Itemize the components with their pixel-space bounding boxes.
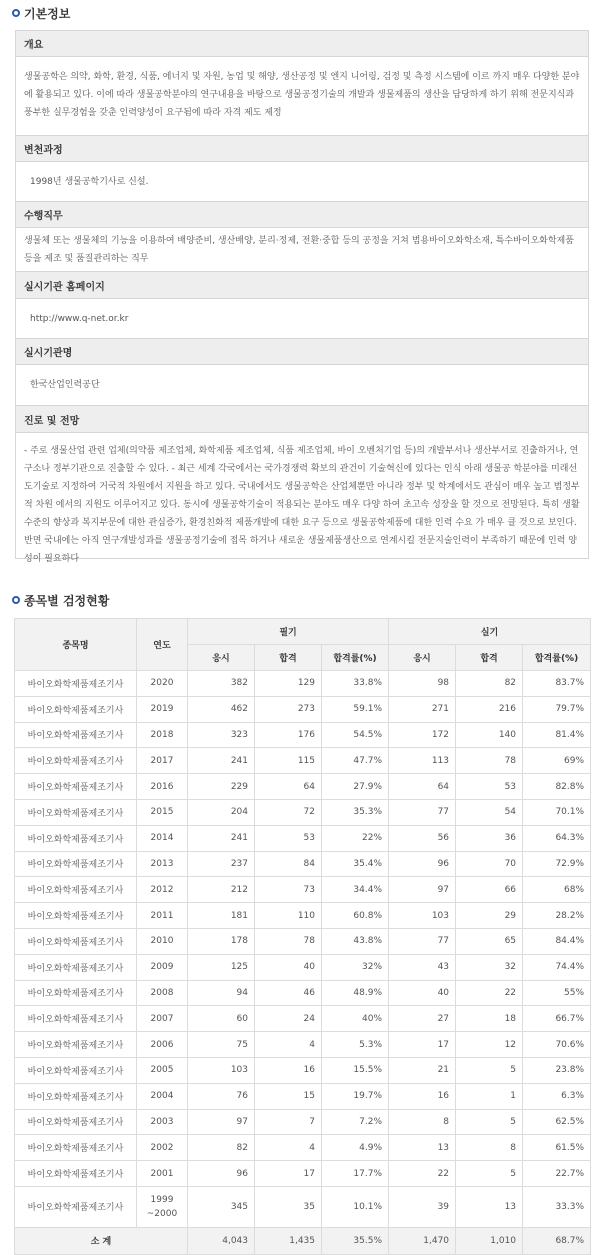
cell-year: 2019 <box>137 696 188 722</box>
cell-written-rate: 40% <box>322 1006 389 1032</box>
info-body-overview <box>15 57 589 136</box>
info-head-career <box>15 406 589 433</box>
cell-written-rate: 35.4% <box>322 851 389 877</box>
cell-written-rate: 27.9% <box>322 774 389 800</box>
cell-practical-passed: 5 <box>456 1057 523 1083</box>
cell-practical-applicants: 77 <box>389 799 456 825</box>
table-row <box>15 1083 591 1109</box>
cell-year: 2013 <box>137 851 188 877</box>
cell-written-applicants: 241 <box>188 825 255 851</box>
cell-practical-rate: 70.6% <box>523 1032 591 1058</box>
info-body-agency <box>15 365 589 406</box>
cell-practical-passed: 36 <box>456 825 523 851</box>
cell-written-rate: 15.5% <box>322 1057 389 1083</box>
group-header-practical: 실기 <box>389 619 591 645</box>
cell-year: 2004 <box>137 1083 188 1109</box>
bullet-icon <box>12 596 20 604</box>
cell-written-rate: 60.8% <box>322 903 389 929</box>
table-row <box>15 877 591 903</box>
cell-practical-rate: 62.5% <box>523 1109 591 1135</box>
cell-practical-passed: 29 <box>456 903 523 929</box>
cell-practical-passed: 216 <box>456 696 523 722</box>
cell-written-passed: 84 <box>255 851 322 877</box>
total-label: 소 계 <box>15 1227 188 1254</box>
cell-written-applicants: 323 <box>188 722 255 748</box>
cell-written-rate: 33.8% <box>322 671 389 697</box>
cell-practical-passed: 70 <box>456 851 523 877</box>
cell-name: 바이오화학제품제조기사 <box>15 1032 137 1058</box>
cell-practical-rate: 83.7% <box>523 671 591 697</box>
cell-practical-passed: 12 <box>456 1032 523 1058</box>
table-row <box>15 980 591 1006</box>
cell-written-passed: 64 <box>255 774 322 800</box>
table-row <box>15 1135 591 1161</box>
cell-written-applicants: 462 <box>188 696 255 722</box>
cell-practical-applicants: 56 <box>389 825 456 851</box>
cell-practical-applicants: 21 <box>389 1057 456 1083</box>
cell-name: 바이오화학제품제조기사 <box>15 954 137 980</box>
cell-name: 바이오화학제품제조기사 <box>15 825 137 851</box>
cell-practical-applicants: 27 <box>389 1006 456 1032</box>
cell-written-passed: 110 <box>255 903 322 929</box>
cell-written-passed: 46 <box>255 980 322 1006</box>
cell-practical-applicants: 16 <box>389 1083 456 1109</box>
cell-practical-applicants: 172 <box>389 722 456 748</box>
cell-practical-rate: 66.7% <box>523 1006 591 1032</box>
cell-written-rate: 32% <box>322 954 389 980</box>
cell-practical-passed: 78 <box>456 748 523 774</box>
cell-practical-rate: 79.7% <box>523 696 591 722</box>
table-row <box>15 1161 591 1187</box>
cell-practical-applicants: 17 <box>389 1032 456 1058</box>
cell-written-passed: 7 <box>255 1109 322 1135</box>
cell-practical-rate: 64.3% <box>523 825 591 851</box>
basic-info-panel <box>15 30 589 564</box>
cell-year: 2012 <box>137 877 188 903</box>
cell-practical-rate: 61.5% <box>523 1135 591 1161</box>
stats-body <box>15 671 591 1255</box>
cell-year: 1999 ~2000 <box>137 1186 188 1227</box>
col-header-name: 종목명 <box>15 619 137 671</box>
table-row <box>15 1109 591 1135</box>
cell-name: 바이오화학제품제조기사 <box>15 722 137 748</box>
cell-written-passed: 129 <box>255 671 322 697</box>
cell-written-rate: 17.7% <box>322 1161 389 1187</box>
cell-practical-rate: 72.9% <box>523 851 591 877</box>
col-header-written-passed: 합격 <box>255 645 322 671</box>
cell-written-applicants: 241 <box>188 748 255 774</box>
cell-year: 2020 <box>137 671 188 697</box>
cell-practical-rate: 55% <box>523 980 591 1006</box>
cell-practical-applicants: 13 <box>389 1135 456 1161</box>
cell-written-applicants: 178 <box>188 928 255 954</box>
cell-practical-passed: 66 <box>456 877 523 903</box>
cell-written-rate: 4.9% <box>322 1135 389 1161</box>
info-text: 한국산업인력공단 <box>30 380 100 390</box>
cell-name: 바이오화학제품제조기사 <box>15 696 137 722</box>
cell-written-applicants: 96 <box>188 1161 255 1187</box>
cell-practical-rate: 22.7% <box>523 1161 591 1187</box>
cell-practical-rate: 33.3% <box>523 1186 591 1227</box>
cell-written-rate: 43.8% <box>322 928 389 954</box>
cell-written-passed: 78 <box>255 928 322 954</box>
cell-year: 2002 <box>137 1135 188 1161</box>
table-row <box>15 1186 591 1227</box>
cell-written-applicants: 181 <box>188 903 255 929</box>
cell-practical-applicants: 39 <box>389 1186 456 1227</box>
cell-written-passed: 15 <box>255 1083 322 1109</box>
table-row <box>15 722 591 748</box>
info-body-history <box>15 162 589 202</box>
table-row <box>15 1006 591 1032</box>
cell-year: 2017 <box>137 748 188 774</box>
cell-practical-applicants: 40 <box>389 980 456 1006</box>
bullet-icon <box>12 9 20 17</box>
info-head-overview <box>15 31 589 57</box>
cell-practical-rate: 81.4% <box>523 722 591 748</box>
cell-practical-passed: 82 <box>456 671 523 697</box>
table-row <box>15 671 591 697</box>
basic-info-heading <box>12 4 70 22</box>
cell-practical-passed: 1 <box>456 1083 523 1109</box>
table-row <box>15 696 591 722</box>
cell-written-rate: 7.2% <box>322 1109 389 1135</box>
info-text: 생물공학은 의약, 화학, 환경, 식품, 에너지 및 자원, 농업 및 해양, 생산공정 및 엔지 니어링, 검정 및 측정 시스템에 이르 까지 매우 다양한 분야에 활용되고 있다. 이에 따라 생물공학분야의 연구내용을 바탕으로 생물공정기술의 개발과 생물제품의 생산을 담당하게 하기 위해 전문지식과 풍부한 실무경험을 갖춘 인력양성이 요구됨에 따라 자격 제도 제정 <box>24 72 580 118</box>
cell-written-rate: 10.1% <box>322 1186 389 1227</box>
col-header-practical-applicants: 응시 <box>389 645 456 671</box>
cell-name: 바이오화학제품제조기사 <box>15 851 137 877</box>
info-text: 생물체 또는 생물체의 기능을 이용하여 배양준비, 생산배양, 분리·정제, 전환·중합 등의 공정을 거쳐 범용바이오화학소재, 특수바이오화학제품 등을 제조 및 품질관리하는 직무 <box>24 235 574 264</box>
cell-written-rate: 48.9% <box>322 980 389 1006</box>
cell-name: 바이오화학제품제조기사 <box>15 1186 137 1227</box>
cell-written-applicants: 82 <box>188 1135 255 1161</box>
cell-year: 2003 <box>137 1109 188 1135</box>
cell-written-passed: 4 <box>255 1032 322 1058</box>
cell-name: 바이오화학제품제조기사 <box>15 903 137 929</box>
table-row <box>15 851 591 877</box>
group-header-written: 필기 <box>188 619 389 645</box>
cell-written-rate: 47.7% <box>322 748 389 774</box>
table-row <box>15 774 591 800</box>
info-title: 진로 및 전망 <box>24 415 80 427</box>
cell-practical-rate: 70.1% <box>523 799 591 825</box>
cell-written-passed: 176 <box>255 722 322 748</box>
cell-practical-rate: 82.8% <box>523 774 591 800</box>
cell-written-rate: 22% <box>322 825 389 851</box>
cell-practical-rate: 23.8% <box>523 1057 591 1083</box>
cell-practical-applicants: 96 <box>389 851 456 877</box>
cell-name: 바이오화학제품제조기사 <box>15 1109 137 1135</box>
cell-practical-passed: 5 <box>456 1109 523 1135</box>
cell-year: 2006 <box>137 1032 188 1058</box>
info-head-duties <box>15 202 589 228</box>
cell-year: 2008 <box>137 980 188 1006</box>
info-text: 1998년 생물공학기사로 신설. <box>30 176 149 187</box>
cell-year: 2018 <box>137 722 188 748</box>
cell-name: 바이오화학제품제조기사 <box>15 980 137 1006</box>
col-header-practical-rate: 합격률(%) <box>523 645 591 671</box>
cell-written-applicants: 60 <box>188 1006 255 1032</box>
cell-practical-rate: 69% <box>523 748 591 774</box>
cell-name: 바이오화학제품제조기사 <box>15 928 137 954</box>
cell-practical-applicants: 271 <box>389 696 456 722</box>
cell-practical-applicants: 97 <box>389 877 456 903</box>
cell-year: 2016 <box>137 774 188 800</box>
cell-written-applicants: 204 <box>188 799 255 825</box>
table-row <box>15 928 591 954</box>
cell-written-passed: 72 <box>255 799 322 825</box>
info-head-homepage <box>15 272 589 299</box>
cell-practical-applicants: 8 <box>389 1109 456 1135</box>
col-header-year: 연도 <box>137 619 188 671</box>
cell-practical-passed: 5 <box>456 1161 523 1187</box>
cell-practical-rate: 74.4% <box>523 954 591 980</box>
cell-name: 바이오화학제품제조기사 <box>15 1083 137 1109</box>
cell-written-rate: 35.3% <box>322 799 389 825</box>
cell-practical-passed: 32 <box>456 954 523 980</box>
table-row <box>15 903 591 929</box>
cell-name: 바이오화학제품제조기사 <box>15 748 137 774</box>
cell-written-applicants: 212 <box>188 877 255 903</box>
cell-practical-applicants: 64 <box>389 774 456 800</box>
cell-written-rate: 54.5% <box>322 722 389 748</box>
cell-written-applicants: 345 <box>188 1186 255 1227</box>
cell-written-applicants: 76 <box>188 1083 255 1109</box>
col-header-practical-passed: 합격 <box>456 645 523 671</box>
cell-written-passed: 40 <box>255 954 322 980</box>
table-row <box>15 1032 591 1058</box>
table-row <box>15 1057 591 1083</box>
cell-year: 2007 <box>137 1006 188 1032</box>
cell-year: 2011 <box>137 903 188 929</box>
cell-name: 바이오화학제품제조기사 <box>15 1161 137 1187</box>
cell-practical-passed: 65 <box>456 928 523 954</box>
cell-practical-passed: 53 <box>456 774 523 800</box>
cell-year: 2009 <box>137 954 188 980</box>
info-title: 개요 <box>24 40 44 51</box>
cell-written-rate: 59.1% <box>322 696 389 722</box>
cell-written-passed: 24 <box>255 1006 322 1032</box>
cell-written-applicants: 382 <box>188 671 255 697</box>
cell-written-passed: 16 <box>255 1057 322 1083</box>
cell-practical-applicants: 98 <box>389 671 456 697</box>
cell-practical-passed: 54 <box>456 799 523 825</box>
cell-written-applicants: 94 <box>188 980 255 1006</box>
total-p-rate: 68.7% <box>523 1227 591 1254</box>
cell-practical-passed: 18 <box>456 1006 523 1032</box>
cell-year: 2010 <box>137 928 188 954</box>
col-header-written-applicants: 응시 <box>188 645 255 671</box>
cell-name: 바이오화학제품제조기사 <box>15 799 137 825</box>
cell-name: 바이오화학제품제조기사 <box>15 1006 137 1032</box>
info-head-agency <box>15 339 589 365</box>
stats-heading <box>12 591 109 609</box>
cell-practical-applicants: 43 <box>389 954 456 980</box>
cell-practical-passed: 13 <box>456 1186 523 1227</box>
total-w-app: 4,043 <box>188 1227 255 1254</box>
cell-written-passed: 35 <box>255 1186 322 1227</box>
cell-written-applicants: 103 <box>188 1057 255 1083</box>
cell-name: 바이오화학제품제조기사 <box>15 671 137 697</box>
table-row <box>15 825 591 851</box>
info-body-career <box>15 433 589 564</box>
info-text: - 주로 생물산업 관련 업체(의약품 제조업체, 화학제품 제조업체, 식품 제조업체, 바이 오벤처기업 등)의 개발부서나 생산부서로 진출하거나, 연구소나 정부기관으로 진출할 수 있다. - 최근 세계 각국에서는 국가경쟁력 확보의 관건이 기술혁신에 있다는 인식 아래 생물공 학분야를 미래선도기술로 지정하여 거국적 차원에서 지원을 하고 있다. 국내에서도 생물공학은 산업체뿐만 아니라 정부 및 학계에서도 관심이 매우 높고 범정부적 차원 에서의 지원도 이루어지고 있다. 동시에 생물공학기술이 적용되는 분야도 매우 다양 하여 초고속 성장을 할 것으로 전망된다. 특히 생활수준의 향상과 복지부문에 대한 관심증가, 환경친화적 제품개발에 대한 요구 등으로 생물공학제품에 대한 인력 수요 가 매우 클 것으로 보인다. 반면 국내에는 아직 연구개발성과를 생물공정기술에 접목 하거나 새로운 생물제품생산으로 연계시킬 전문지술인력이 부족하기 때문에 인력 양 성이 필요하다 <box>24 446 580 564</box>
col-header-written-rate: 합격률(%) <box>322 645 389 671</box>
total-w-pass: 1,435 <box>255 1227 322 1254</box>
cell-practical-applicants: 77 <box>389 928 456 954</box>
cell-written-applicants: 237 <box>188 851 255 877</box>
cell-written-applicants: 97 <box>188 1109 255 1135</box>
cell-name: 바이오화학제품제조기사 <box>15 774 137 800</box>
cell-written-rate: 34.4% <box>322 877 389 903</box>
homepage-link[interactable]: http://www.q-net.or.kr <box>30 313 129 324</box>
info-body-homepage[interactable] <box>15 299 589 339</box>
info-title: 실시기관 홈페이지 <box>24 281 105 293</box>
info-title: 변천과정 <box>24 145 63 156</box>
cell-written-applicants: 125 <box>188 954 255 980</box>
cell-written-passed: 4 <box>255 1135 322 1161</box>
table-row <box>15 748 591 774</box>
cell-practical-passed: 8 <box>456 1135 523 1161</box>
cell-practical-applicants: 103 <box>389 903 456 929</box>
total-w-rate: 35.5% <box>322 1227 389 1254</box>
cell-practical-rate: 28.2% <box>523 903 591 929</box>
cell-name: 바이오화학제품제조기사 <box>15 1057 137 1083</box>
basic-info-heading-text: 기본정보 <box>24 6 71 21</box>
cell-practical-applicants: 22 <box>389 1161 456 1187</box>
total-row <box>15 1227 591 1254</box>
cell-written-passed: 273 <box>255 696 322 722</box>
cell-year: 2001 <box>137 1161 188 1187</box>
cell-written-applicants: 75 <box>188 1032 255 1058</box>
cell-year: 2005 <box>137 1057 188 1083</box>
total-p-pass: 1,010 <box>456 1227 523 1254</box>
cell-written-passed: 17 <box>255 1161 322 1187</box>
stats-heading-text: 종목별 검정현황 <box>24 593 110 608</box>
table-row <box>15 954 591 980</box>
exam-stats-table <box>14 618 591 1255</box>
cell-year: 2014 <box>137 825 188 851</box>
info-head-history <box>15 136 589 162</box>
total-p-app: 1,470 <box>389 1227 456 1254</box>
cell-written-rate: 19.7% <box>322 1083 389 1109</box>
cell-name: 바이오화학제품제조기사 <box>15 1135 137 1161</box>
cell-practical-rate: 6.3% <box>523 1083 591 1109</box>
cell-written-passed: 115 <box>255 748 322 774</box>
cell-practical-rate: 68% <box>523 877 591 903</box>
cell-year: 2015 <box>137 799 188 825</box>
cell-written-passed: 53 <box>255 825 322 851</box>
cell-name: 바이오화학제품제조기사 <box>15 877 137 903</box>
info-title: 수행직무 <box>24 211 63 222</box>
cell-practical-rate: 84.4% <box>523 928 591 954</box>
cell-written-applicants: 229 <box>188 774 255 800</box>
cell-practical-applicants: 113 <box>389 748 456 774</box>
cell-written-passed: 73 <box>255 877 322 903</box>
cell-written-rate: 5.3% <box>322 1032 389 1058</box>
cell-practical-passed: 140 <box>456 722 523 748</box>
table-row <box>15 799 591 825</box>
info-title: 실시기관명 <box>24 348 73 359</box>
info-body-duties <box>15 228 589 272</box>
cell-practical-passed: 22 <box>456 980 523 1006</box>
